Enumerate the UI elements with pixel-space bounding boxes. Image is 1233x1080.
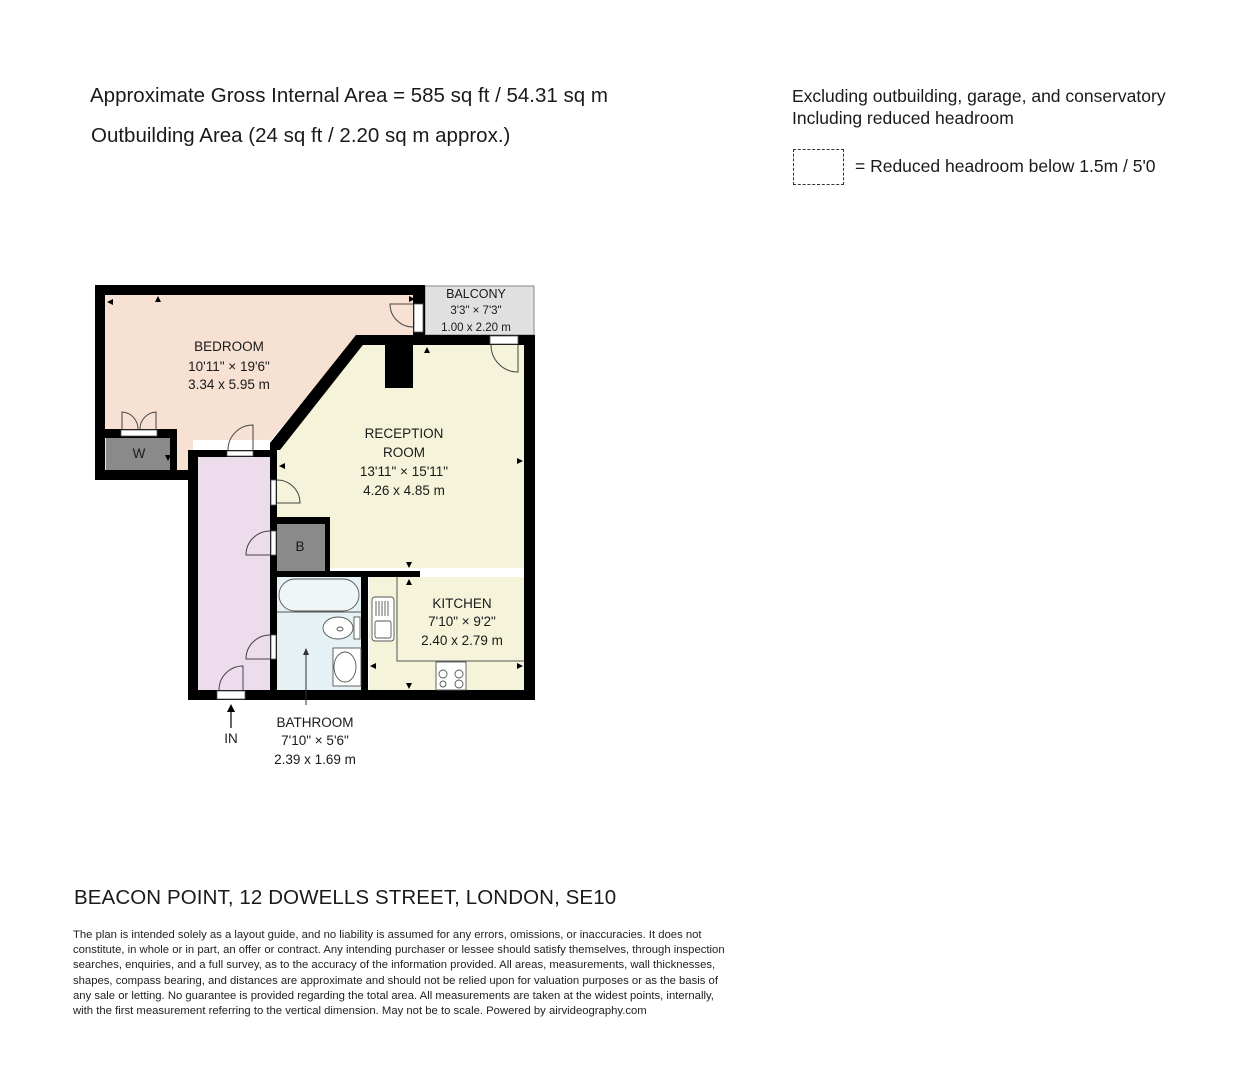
bedroom-imperial: 10'11" × 19'6" <box>188 359 270 374</box>
outbuilding-area: Outbuilding Area (24 sq ft / 2.20 sq m approx.) <box>91 124 511 147</box>
disclaimer-line: constitute, in whole or in part, an offer or contract. Any intending purchaser or lessee should satisfy themselves, through inspection <box>73 944 725 957</box>
bathroom-metric: 2.39 x 1.69 m <box>274 752 356 767</box>
gross-internal-area: Approximate Gross Internal Area = 585 sq ft / 54.31 sq m <box>90 84 608 107</box>
basin-fixture <box>333 648 361 686</box>
reception-label-line1: RECEPTION <box>364 426 444 441</box>
reception-metric: 4.26 x 4.85 m <box>363 483 445 498</box>
bathroom-imperial: 7'10" × 5'6" <box>281 733 349 748</box>
property-address: BEACON POINT, 12 DOWELLS STREET, LONDON, SE10 <box>74 886 617 909</box>
bath-fixture <box>279 579 359 611</box>
reception-label-line2: ROOM <box>383 445 425 460</box>
entrance-arrow-icon <box>227 704 235 728</box>
entrance-label: IN <box>224 731 238 746</box>
note-excluding: Excluding outbuilding, garage, and conservatory <box>792 86 1166 106</box>
room-fills <box>105 286 534 690</box>
bedroom-label: BEDROOM <box>194 339 264 354</box>
kitchen-label: KITCHEN <box>432 596 492 611</box>
reception-imperial: 13'11" × 15'11" <box>359 464 449 479</box>
hallway-area <box>198 456 270 690</box>
kitchen-imperial: 7'10" × 9'2" <box>428 614 496 629</box>
disclaimer-line: The plan is intended solely as a layout guide, and no liability is assumed for any errors, omissions, or inaccuracies. It does not <box>73 929 702 941</box>
disclaimer <box>73 928 773 1019</box>
kitchen-metric: 2.40 x 2.79 m <box>421 633 503 648</box>
wardrobe-label: W <box>132 446 146 461</box>
note-including: Including reduced headroom <box>792 108 1014 128</box>
hob-fixture <box>436 662 466 690</box>
reduced-headroom-legend-label: = Reduced headroom below 1.5m / 5'0 <box>855 156 1156 176</box>
bathroom-label: BATHROOM <box>276 715 354 730</box>
boiler-label: B <box>295 539 305 554</box>
disclaimer-line: shapes, compass bearing, and distances are approximate and should not be relied upon for valuation purposes or as the basis of <box>73 974 718 987</box>
disclaimer-line: searches, enquiries, and a full survey, as to the accuracy of the information provided. All areas, measurements, wall thicknesses, <box>73 959 716 972</box>
balcony-imperial: 3'3" × 7'3" <box>450 305 502 317</box>
balcony-metric: 1.00 x 2.20 m <box>441 322 511 334</box>
toilet-fixture <box>323 617 360 639</box>
bedroom-metric: 3.34 x 5.95 m <box>188 377 270 392</box>
sink-fixture <box>372 597 394 641</box>
disclaimer-line: with the first measurement referring to the vertical dimension. May not be to scale. Powered by airvideography.com <box>73 1005 647 1018</box>
balcony-label: BALCONY <box>446 287 506 301</box>
disclaimer-line: any sale or letting. No guarantee is provided regarding the total area. All measurements are taken at the widest points, internally, <box>73 989 714 1002</box>
